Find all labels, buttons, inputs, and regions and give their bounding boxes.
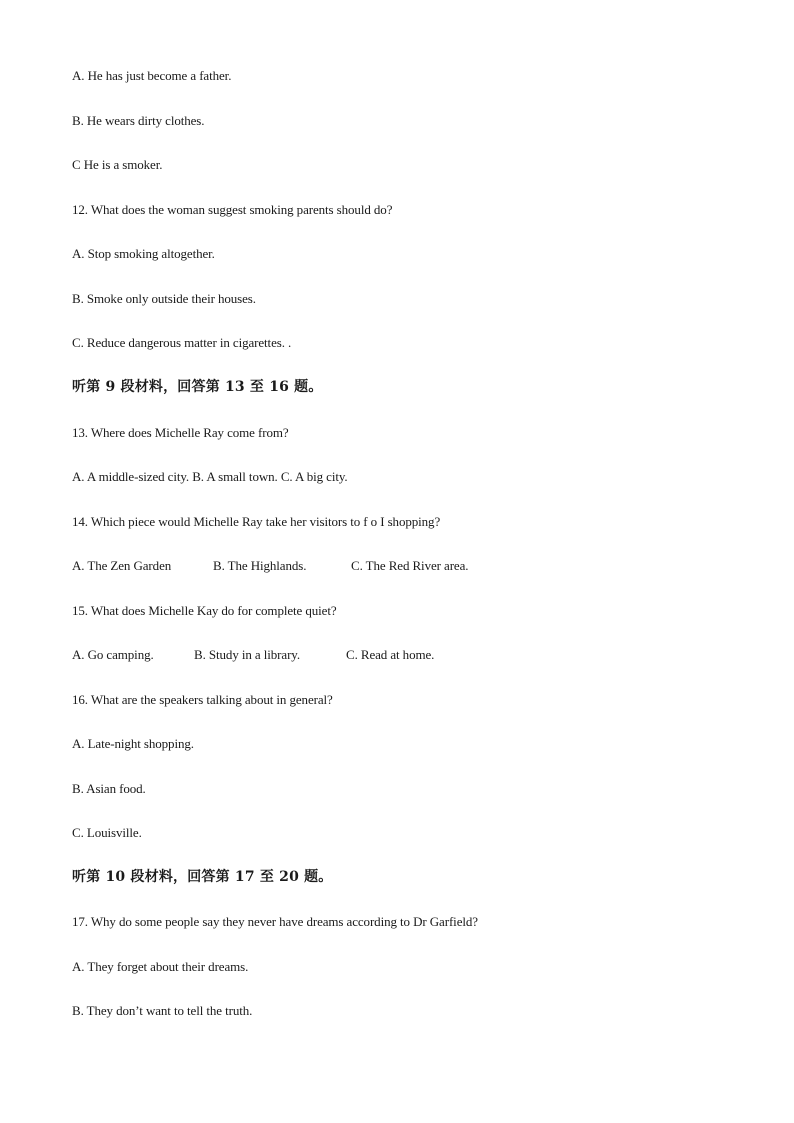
q15-option-a: A. Go camping. <box>72 647 154 662</box>
q15-option-b: B. Study in a library. <box>194 647 301 662</box>
q14-option-b: B. The Highlands. <box>213 558 307 573</box>
q12-option-c: C. Reduce dangerous matter in cigarettes. . <box>72 335 292 350</box>
q11-option-b: B. He wears dirty clothes. <box>72 113 205 128</box>
q12-option-a: A. Stop smoking altogether. <box>72 246 215 261</box>
q11-option-c: C He is a smoker. <box>72 157 163 172</box>
q14-options <box>72 558 712 574</box>
q14-option-c: C. The Red River area. <box>351 558 469 573</box>
q16-option-c: C. Louisville. <box>72 825 142 840</box>
question-16: 16. What are the speakers talking about in general? <box>72 692 333 707</box>
q11-option-a: A. He has just become a father. <box>72 68 232 83</box>
question-15: 15. What does Michelle Kay do for complete quiet? <box>72 603 337 618</box>
question-17: 17. Why do some people say they never have dreams according to Dr Garfield? <box>72 914 478 929</box>
q16-option-a: A. Late-night shopping. <box>72 736 194 751</box>
q16-option-b: B. Asian food. <box>72 781 146 796</box>
q14-option-a: A. The Zen Garden <box>72 558 172 573</box>
q17-option-b: B. They don’t want to tell the truth. <box>72 1003 253 1018</box>
q12-option-b: B. Smoke only outside their houses. <box>72 291 256 306</box>
q15-option-c: C. Read at home. <box>346 647 435 662</box>
section-heading-9: 听第 9 段材料，回答第 13 至 16 题。 <box>72 379 323 395</box>
q15-options <box>72 647 712 663</box>
question-14: 14. Which piece would Michelle Ray take her visitors to f o I shopping? <box>72 514 441 529</box>
question-13: 13. Where does Michelle Ray come from? <box>72 425 289 440</box>
question-12: 12. What does the woman suggest smoking parents should do? <box>72 202 393 217</box>
q13-options: A. A middle-sized city. B. A small town. C. A big city. <box>72 469 348 484</box>
q17-option-a: A. They forget about their dreams. <box>72 959 249 974</box>
section-heading-10: 听第 10 段材料，回答第 17 至 20 题。 <box>72 869 333 885</box>
